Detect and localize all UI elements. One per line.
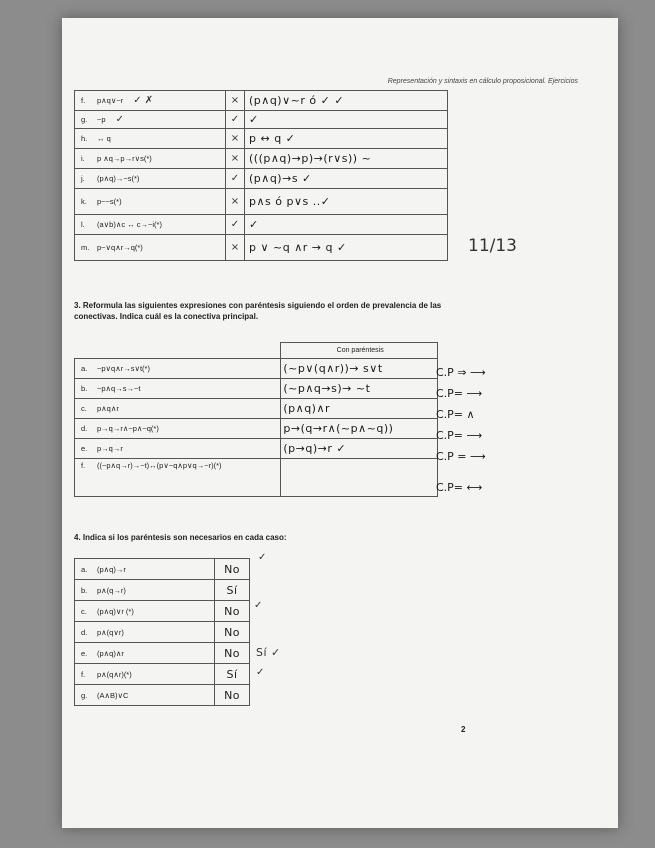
table-row — [75, 399, 438, 419]
expression-text: ~p∨q∧r→s∨t(*) — [97, 364, 150, 373]
answer-cell: p ↔ q ✓ — [245, 129, 448, 149]
row-label: j. — [81, 174, 85, 183]
row-label: g. — [81, 115, 88, 124]
page-number: 2 — [461, 725, 466, 734]
expression-text: (p∧q)→~s(*) — [97, 174, 140, 183]
expression — [75, 565, 214, 574]
expression — [75, 196, 225, 207]
expression-text: p→q→r — [97, 444, 123, 453]
expression — [75, 133, 225, 144]
check-mark: ✓ — [258, 552, 267, 563]
answer-cell: (p∧q)→s ✓ — [245, 169, 448, 189]
row-label: f. — [81, 669, 86, 679]
expression-text: (p∧q)∨r (*) — [97, 606, 134, 616]
principal-connective: C.P= ⟷ — [436, 481, 483, 494]
answer-cell: Sí — [215, 664, 250, 685]
table-row — [75, 169, 448, 189]
table-row — [75, 601, 250, 622]
expression-cell — [75, 439, 281, 459]
row-label: k. — [81, 197, 87, 206]
table-row — [75, 129, 448, 149]
row-label: h. — [81, 134, 88, 143]
exercise-3-table — [74, 342, 438, 497]
expression-cell — [75, 622, 215, 643]
table-row — [75, 111, 448, 129]
expression-cell — [75, 399, 281, 419]
side-note: Sí ✓ — [256, 646, 281, 659]
check-mark: ✓ — [254, 600, 263, 611]
grade-mark: × — [226, 91, 245, 111]
row-label: c. — [81, 606, 87, 616]
answer-cell: No — [215, 685, 250, 706]
expression-text: p ∧q→p→r∨s(*) — [97, 154, 152, 163]
answer-cell: No — [215, 601, 250, 622]
expression-text: p~~s(*) — [97, 197, 122, 206]
expression — [75, 461, 280, 470]
row-label: d. — [81, 627, 88, 637]
grade-mark: ✓ — [226, 169, 245, 189]
expression-text: p~∨q∧r→q(*) — [97, 243, 143, 252]
table-row — [75, 622, 250, 643]
expression-cell — [75, 580, 215, 601]
expression-cell — [75, 419, 281, 439]
answer-cell: No — [215, 643, 250, 664]
answer-cell: No — [215, 622, 250, 643]
expression — [75, 95, 225, 106]
answer-cell: ✓ — [245, 215, 448, 235]
score-mark: 11/13 — [468, 236, 517, 256]
expression-cell — [75, 111, 226, 129]
expression-text: p∧(q∨r) — [97, 627, 124, 637]
row-label: a. — [81, 564, 88, 574]
answer-cell: (~p∨(q∧r))→ s∨t — [281, 359, 438, 379]
row-label: b. — [81, 384, 88, 393]
expression-cell — [75, 459, 281, 497]
row-label: f. — [81, 461, 86, 470]
expression — [75, 242, 225, 253]
exercise-4-table — [74, 558, 250, 706]
expression-cell — [75, 91, 226, 111]
expression — [75, 114, 225, 125]
check-mark: ✓ — [256, 667, 265, 678]
expression — [75, 649, 214, 658]
expression-cell — [75, 169, 226, 189]
row-label: g. — [81, 690, 88, 700]
answer-cell: (p→q)→r ✓ — [281, 439, 438, 459]
expression — [75, 219, 225, 230]
expression — [75, 607, 214, 616]
table-row — [75, 189, 448, 215]
expression — [75, 153, 225, 164]
expression-cell — [75, 559, 215, 580]
row-label: b. — [81, 585, 88, 595]
expression-text: ↔ q — [97, 134, 111, 143]
expression — [75, 691, 214, 700]
row-label: e. — [81, 648, 88, 658]
table-row — [75, 215, 448, 235]
row-label: c. — [81, 404, 87, 413]
expression — [75, 424, 280, 433]
expression — [75, 586, 214, 595]
table-row — [75, 91, 448, 111]
expression — [75, 404, 280, 413]
row-label: l. — [81, 220, 85, 229]
answer-cell: (p∧q)∨~r ó ✓ ✓ — [245, 91, 448, 111]
grade-mark: × — [226, 189, 245, 215]
expression-cell — [75, 601, 215, 622]
table-row — [75, 685, 250, 706]
answer-cell: Sí — [215, 580, 250, 601]
row-label: m. — [81, 243, 90, 252]
table-row — [75, 459, 438, 497]
expression-cell — [75, 643, 215, 664]
expression — [75, 670, 214, 679]
exercise-2-table — [74, 90, 448, 261]
expression — [75, 628, 214, 637]
header-title: Representación y sintaxis en cálculo proposicional. Ejercicios — [387, 78, 578, 85]
principal-connective: C.P ⇒ ⟶ — [436, 366, 486, 379]
table-row — [75, 149, 448, 169]
row-label: a. — [81, 364, 88, 373]
expression — [75, 444, 280, 453]
answer-cell: ✓ — [245, 111, 448, 129]
expression-text: (a∨b)∧c ↔ c→~i(*) — [97, 220, 162, 229]
answer-cell — [281, 459, 438, 497]
section-3-heading: 3. Reformula las siguientes expresiones con paréntesis siguiendo el orden de prevalencia de las conectivas. Indica cuál es la conectiva principal. — [74, 301, 442, 321]
answer-cell: (~p∧q→s)→ ~t — [281, 379, 438, 399]
table-row — [75, 419, 438, 439]
expression — [75, 364, 280, 373]
grade-mark: × — [226, 129, 245, 149]
table-row — [75, 580, 250, 601]
expression-cell — [75, 149, 226, 169]
expression-text: ((~p∧q→r)→~t)↔(p∨~q∧p∨q→~r)(*) — [97, 461, 222, 470]
expression-cell — [75, 129, 226, 149]
expression-text: p→q→r∧~p∧~q(*) — [97, 424, 159, 433]
grader-note: ✓ — [115, 114, 124, 125]
expression-cell — [75, 189, 226, 215]
answer-cell: p ∨ ~q ∧r → q ✓ — [245, 235, 448, 261]
row-label: f. — [81, 96, 86, 105]
row-label: i. — [81, 154, 85, 163]
expression-cell — [75, 685, 215, 706]
table-row — [75, 559, 250, 580]
expression-cell — [75, 215, 226, 235]
expression-text: ~p∧q→s→~t — [97, 384, 141, 393]
table-row — [75, 439, 438, 459]
principal-connective: C.P= ⟶ — [436, 429, 483, 442]
table-row — [75, 643, 250, 664]
expression-text: (p∧q)∧r — [97, 648, 124, 658]
expression — [75, 384, 280, 393]
answer-cell: (((p∧q)→p)→(r∨s)) ~ — [245, 149, 448, 169]
grade-mark: × — [226, 149, 245, 169]
table-row — [75, 664, 250, 685]
table-row — [75, 379, 438, 399]
principal-connective: C.P= ⟶ — [436, 387, 483, 400]
row-label: d. — [81, 424, 88, 433]
grade-mark: ✓ — [226, 111, 245, 129]
expression-cell — [75, 359, 281, 379]
column-header: Con paréntesis — [281, 343, 438, 359]
expression-text: p∧(q∧r)(*) — [97, 669, 132, 679]
answer-cell: p∧s ó p∨s ..✓ — [245, 189, 448, 215]
section-4-heading: 4. Indica si los paréntesis son necesarios en cada caso: — [74, 533, 287, 542]
expression-text: ~p — [97, 115, 106, 124]
expression-cell — [75, 379, 281, 399]
grade-mark: ✓ — [226, 215, 245, 235]
expression — [75, 173, 225, 184]
principal-connective: C.P= ∧ — [436, 408, 475, 421]
row-label: e. — [81, 444, 88, 453]
principal-connective: C.P = ⟶ — [436, 450, 486, 463]
expression-text: p∧q∧r — [97, 404, 119, 413]
expression-text: p∧(q→r) — [97, 585, 126, 595]
grader-note: ✓ ✗ — [133, 95, 154, 106]
expression-text: p∧q∨~r — [97, 96, 124, 105]
expression-text: (A∧B)∨C — [97, 690, 129, 700]
table-row — [75, 235, 448, 261]
expression-cell — [75, 235, 226, 261]
expression-cell — [75, 664, 215, 685]
answer-cell: (p∧q)∧r — [281, 399, 438, 419]
expression-text: (p∧q)→r — [97, 564, 126, 574]
answer-cell: No — [215, 559, 250, 580]
grade-mark: × — [226, 235, 245, 261]
answer-cell: p→(q→r∧(~p∧~q)) — [281, 419, 438, 439]
table-row — [75, 359, 438, 379]
